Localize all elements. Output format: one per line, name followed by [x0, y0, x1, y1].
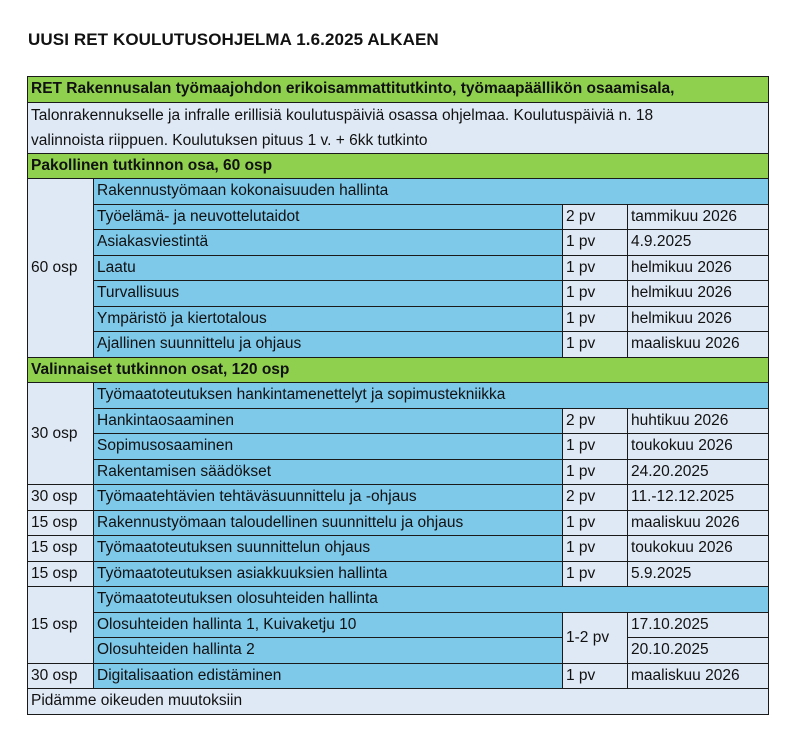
course-name: Työelämä- ja neuvottelutaidot	[94, 204, 563, 230]
course-name: Digitalisaation edistäminen	[94, 663, 563, 689]
course-days: 1 pv	[563, 561, 628, 587]
course-date: huhtikuu 2026	[628, 408, 769, 434]
osp-cell: 30 osp	[28, 663, 94, 689]
intro-row	[28, 102, 769, 153]
table-row	[28, 459, 769, 485]
course-name: Olosuhteiden hallinta 1, Kuivaketju 10	[94, 612, 563, 638]
course-name: Ympäristö ja kiertotalous	[94, 306, 563, 332]
group-title: Työmaatoteutuksen olosuhteiden hallinta	[94, 587, 769, 613]
course-days: 1 pv	[563, 663, 628, 689]
course-date: 5.9.2025	[628, 561, 769, 587]
course-date: 20.10.2025	[628, 638, 769, 664]
course-name: Laatu	[94, 255, 563, 281]
table-row	[28, 561, 769, 587]
course-date: 11.-12.12.2025	[628, 485, 769, 511]
course-name: Rakentamisen säädökset	[94, 459, 563, 485]
course-name: Työmaatehtävien tehtäväsuunnittelu ja -ohjaus	[94, 485, 563, 511]
intro-line-1: Talonrakennukselle ja infralle erillisiä koulutuspäiviä osassa ohjelmaa. Koulutuspäiviä n. 18	[31, 106, 654, 124]
course-date: tammikuu 2026	[628, 204, 769, 230]
footer-note: Pidämme oikeuden muutoksiin	[28, 689, 769, 715]
course-days: 2 pv	[563, 408, 628, 434]
mandatory-heading-row	[28, 153, 769, 179]
table-row	[28, 536, 769, 562]
course-name: Rakennustyömaan taloudellinen suunnittelu ja ohjaus	[94, 510, 563, 536]
course-date: 24.20.2025	[628, 459, 769, 485]
course-name: Olosuhteiden hallinta 2	[94, 638, 563, 664]
course-date: helmikuu 2026	[628, 255, 769, 281]
course-name: Työmaatoteutuksen asiakkuuksien hallinta	[94, 561, 563, 587]
page-title: UUSI RET KOULUTUSOHJELMA 1.6.2025 ALKAEN	[28, 30, 439, 49]
course-name: Asiakasviestintä	[94, 230, 563, 256]
osp-cell: 30 osp	[28, 383, 94, 485]
table-row	[28, 230, 769, 256]
course-date: toukokuu 2026	[628, 434, 769, 460]
course-date: 4.9.2025	[628, 230, 769, 256]
course-days: 1 pv	[563, 434, 628, 460]
course-days: 1 pv	[563, 332, 628, 358]
course-days: 1 pv	[563, 306, 628, 332]
table-row	[28, 306, 769, 332]
course-date: 17.10.2025	[628, 612, 769, 638]
optional-heading: Valinnaiset tutkinnon osat, 120 osp	[28, 357, 769, 383]
course-name: Ajallinen suunnittelu ja ohjaus	[94, 332, 563, 358]
program-intro	[28, 102, 769, 153]
footer-row	[28, 689, 769, 715]
table-row	[28, 255, 769, 281]
table-row	[28, 204, 769, 230]
table-row	[28, 383, 769, 409]
header-row	[28, 77, 769, 103]
course-date: maaliskuu 2026	[628, 663, 769, 689]
course-date: helmikuu 2026	[628, 306, 769, 332]
osp-cell: 15 osp	[28, 561, 94, 587]
mandatory-heading: Pakollinen tutkinnon osa, 60 osp	[28, 153, 769, 179]
course-days: 2 pv	[563, 204, 628, 230]
program-title: RET Rakennusalan työmaajohdon erikoisammattitutkinto, työmaapäällikön osaamisala,	[28, 77, 769, 103]
optional-heading-row	[28, 357, 769, 383]
course-days: 1 pv	[563, 510, 628, 536]
osp-cell: 15 osp	[28, 587, 94, 664]
course-name: Työmaatoteutuksen suunnittelun ohjaus	[94, 536, 563, 562]
table-row	[28, 408, 769, 434]
table-row	[28, 638, 769, 664]
table-row	[28, 434, 769, 460]
table-row	[28, 179, 769, 205]
table-row	[28, 612, 769, 638]
table-row	[28, 510, 769, 536]
osp-cell: 15 osp	[28, 510, 94, 536]
intro-line-2: valinnoista riippuen. Koulutuksen pituus 1 v. + 6kk tutkinto	[31, 131, 428, 149]
course-date: toukokuu 2026	[628, 536, 769, 562]
course-days: 1 pv	[563, 536, 628, 562]
training-program-table	[27, 76, 769, 715]
group-title: Rakennustyömaan kokonaisuuden hallinta	[94, 179, 769, 205]
table-row	[28, 663, 769, 689]
course-days: 1 pv	[563, 459, 628, 485]
course-name: Hankintaosaaminen	[94, 408, 563, 434]
table-row	[28, 587, 769, 613]
osp-cell: 15 osp	[28, 536, 94, 562]
course-name: Turvallisuus	[94, 281, 563, 307]
course-days: 1 pv	[563, 255, 628, 281]
group-title: Työmaatoteutuksen hankintamenettelyt ja sopimustekniikka	[94, 383, 769, 409]
course-days: 1 pv	[563, 281, 628, 307]
osp-cell: 60 osp	[28, 179, 94, 358]
osp-cell: 30 osp	[28, 485, 94, 511]
table-row	[28, 485, 769, 511]
course-days: 1 pv	[563, 230, 628, 256]
table-row	[28, 281, 769, 307]
course-date: maaliskuu 2026	[628, 510, 769, 536]
course-name: Sopimusosaaminen	[94, 434, 563, 460]
course-days: 2 pv	[563, 485, 628, 511]
course-days: 1-2 pv	[563, 612, 628, 663]
table-row	[28, 332, 769, 358]
course-date: helmikuu 2026	[628, 281, 769, 307]
course-date: maaliskuu 2026	[628, 332, 769, 358]
